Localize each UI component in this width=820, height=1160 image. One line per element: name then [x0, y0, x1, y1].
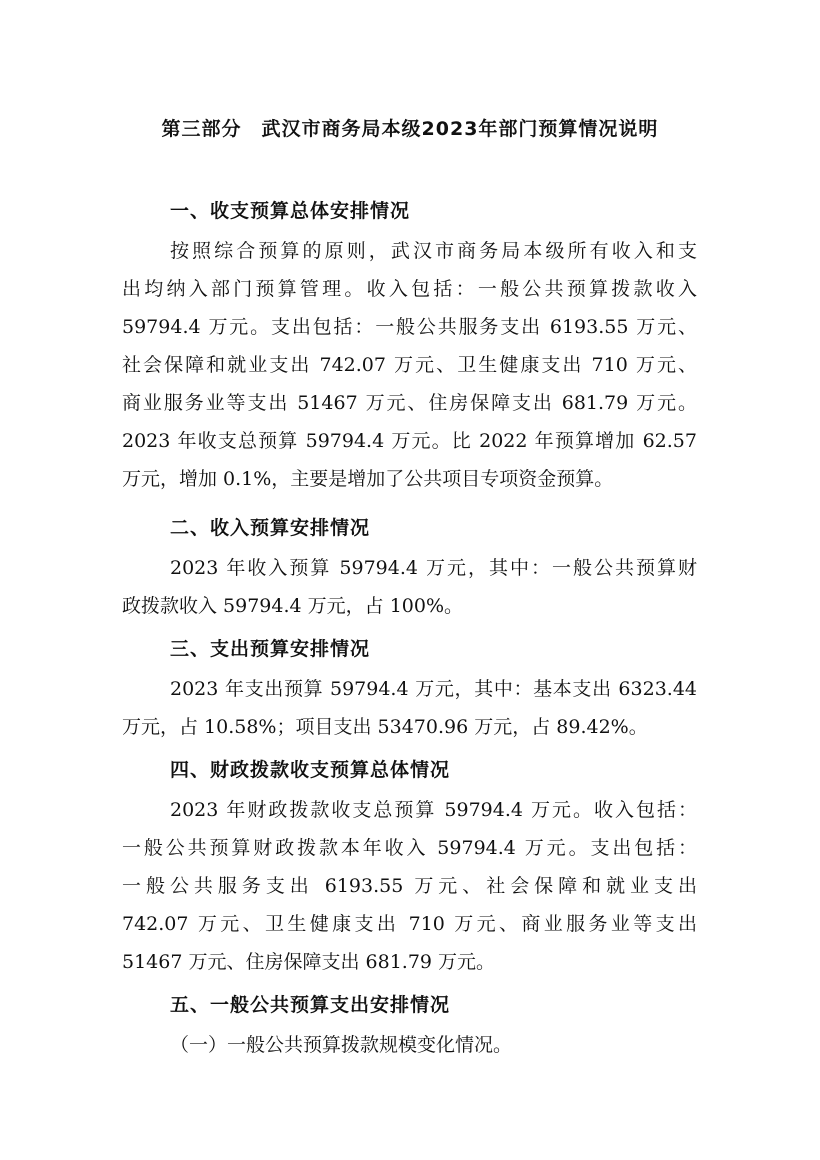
- paragraph-line: 一般公共服务支出 6193.55 万元、社会保障和就业支出: [122, 875, 697, 897]
- paragraph-line: 商业服务业等支出 51467 万元、住房保障支出 681.79 万元。: [122, 392, 697, 414]
- paragraph-line: 2023 年收入预算 59794.4 万元，其中：一般公共预算财: [170, 557, 697, 579]
- section-heading-2: 二、收入预算安排情况: [170, 517, 371, 539]
- paragraph-line: 742.07 万元、卫生健康支出 710 万元、商业服务业等支出: [122, 913, 697, 935]
- paragraph-line: （一）一般公共预算拨款规模变化情况。: [170, 1034, 513, 1056]
- paragraph-line: 出均纳入部门预算管理。收入包括：一般公共预算拨款收入: [122, 278, 697, 300]
- paragraph-line: 2023 年收支总预算 59794.4 万元。比 2022 年预算增加 62.57: [122, 430, 697, 452]
- section-heading-5: 五、一般公共预算支出安排情况: [170, 994, 451, 1016]
- section-heading-4: 四、财政拨款收支预算总体情况: [170, 759, 451, 781]
- document-title: 第三部分 武汉市商务局本级2023年部门预算情况说明: [161, 118, 659, 140]
- paragraph-line: 政拨款收入 59794.4 万元，占 100%。: [122, 595, 464, 617]
- paragraph-line: 2023 年支出预算 59794.4 万元，其中：基本支出 6323.44: [170, 678, 697, 700]
- paragraph-line: 社会保障和就业支出 742.07 万元、卫生健康支出 710 万元、: [122, 354, 697, 376]
- paragraph-line: 一般公共预算财政拨款本年收入 59794.4 万元。支出包括：: [122, 837, 697, 859]
- paragraph-line: 2023 年财政拨款收支总预算 59794.4 万元。收入包括：: [170, 799, 697, 821]
- section-heading-3: 三、支出预算安排情况: [170, 638, 371, 660]
- paragraph-line: 59794.4 万元。支出包括：一般公共服务支出 6193.55 万元、: [122, 316, 697, 338]
- section-heading-1: 一、收支预算总体安排情况: [170, 200, 411, 222]
- paragraph-line: 万元，占 10.58%；项目支出 53470.96 万元，占 89.42%。: [122, 716, 648, 738]
- paragraph-line: 51467 万元、住房保障支出 681.79 万元。: [122, 951, 496, 973]
- paragraph-line: 按照综合预算的原则，武汉市商务局本级所有收入和支: [170, 240, 697, 262]
- paragraph-line: 万元，增加 0.1%，主要是增加了公共项目专项资金预算。: [122, 468, 614, 490]
